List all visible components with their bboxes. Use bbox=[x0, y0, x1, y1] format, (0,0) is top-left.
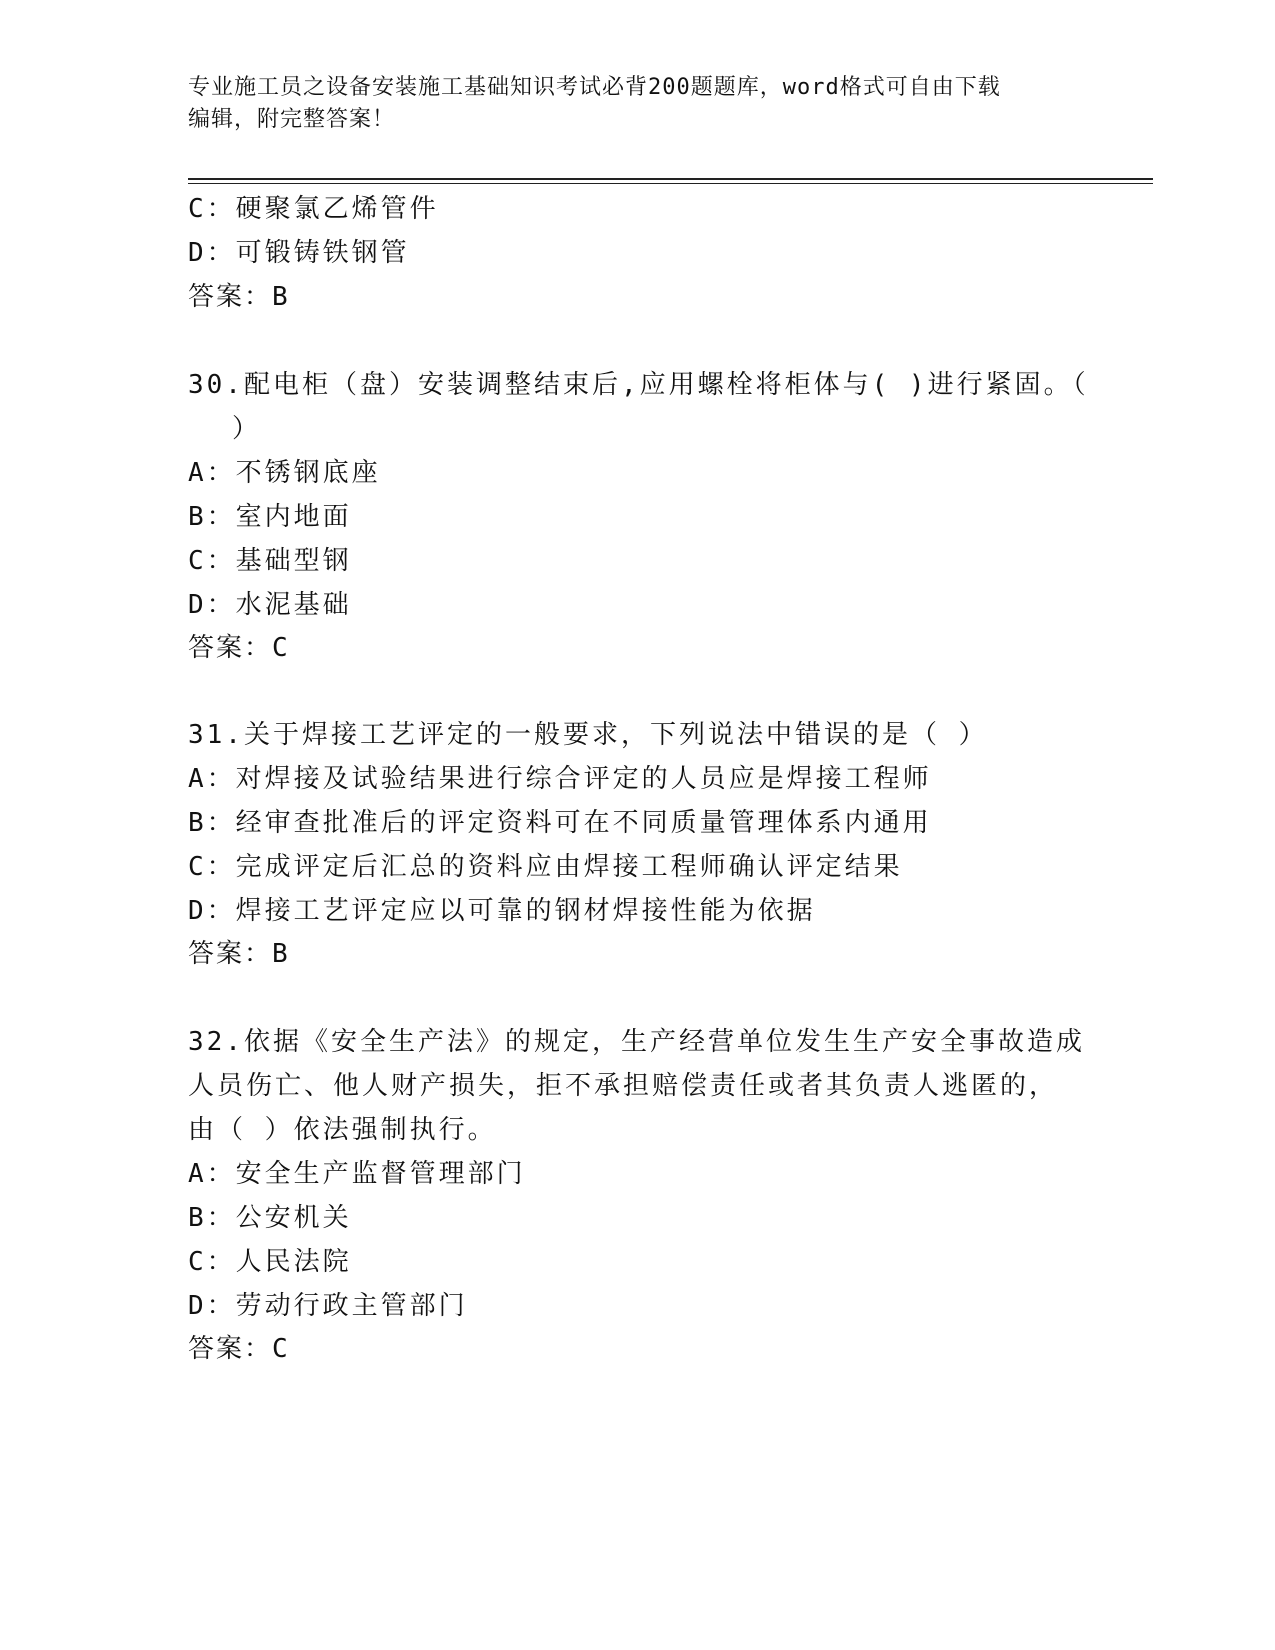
q32-stem-line-1: 32.依据《安全生产法》的规定，生产经营单位发生生产安全事故造成 bbox=[188, 1027, 1085, 1057]
q30-option-b: B：室内地面 bbox=[188, 502, 352, 532]
q30-option-a: A：不锈钢底座 bbox=[188, 458, 381, 488]
q29-answer: 答案：B bbox=[188, 282, 290, 312]
q31-stem-line-1: 31.关于焊接工艺评定的一般要求，下列说法中错误的是（ ） bbox=[188, 720, 988, 750]
q32-option-c: C：人民法院 bbox=[188, 1247, 352, 1277]
q31-option-a: A：对焊接及试验结果进行综合评定的人员应是焊接工程师 bbox=[188, 764, 932, 794]
q30-stem-line-2: ） bbox=[232, 414, 262, 444]
header-divider-thin bbox=[188, 183, 1153, 184]
q29-option-d: D：可锻铸铁钢管 bbox=[188, 238, 410, 268]
q32-option-d: D：劳动行政主管部门 bbox=[188, 1291, 468, 1321]
q31-answer: 答案：B bbox=[188, 939, 290, 969]
q32-stem-line-3: 由（ ）依法强制执行。 bbox=[188, 1115, 497, 1145]
q31-option-b: B：经审查批准后的评定资料可在不同质量管理体系内通用 bbox=[188, 808, 932, 838]
q32-option-b: B：公安机关 bbox=[188, 1203, 352, 1233]
document-header bbox=[188, 72, 1088, 136]
q31-option-c: C：完成评定后汇总的资料应由焊接工程师确认评定结果 bbox=[188, 852, 903, 882]
q31-option-d: D：焊接工艺评定应以可靠的钢材焊接性能为依据 bbox=[188, 896, 816, 926]
header-title-line-1: 专业施工员之设备安装施工基础知识考试必背200题题库，word格式可自由下载 bbox=[188, 75, 1001, 100]
header-title-line-2: 编辑，附完整答案！ bbox=[188, 107, 396, 132]
q32-stem-line-2: 人员伤亡、他人财产损失，拒不承担赔偿责任或者其负责人逃匿的， bbox=[188, 1071, 1059, 1101]
q30-answer: 答案：C bbox=[188, 633, 290, 663]
header-divider-thick bbox=[188, 178, 1153, 180]
q30-option-d: D：水泥基础 bbox=[188, 590, 352, 620]
q32-option-a: A：安全生产监督管理部门 bbox=[188, 1159, 526, 1189]
q30-option-c: C：基础型钢 bbox=[188, 546, 352, 576]
q30-stem-line-1: 30.配电柜（盘）安装调整结束后,应用螺栓将柜体与( )进行紧固。（ bbox=[188, 370, 1089, 400]
q29-option-c: C：硬聚氯乙烯管件 bbox=[188, 194, 439, 224]
q32-answer: 答案：C bbox=[188, 1334, 290, 1364]
